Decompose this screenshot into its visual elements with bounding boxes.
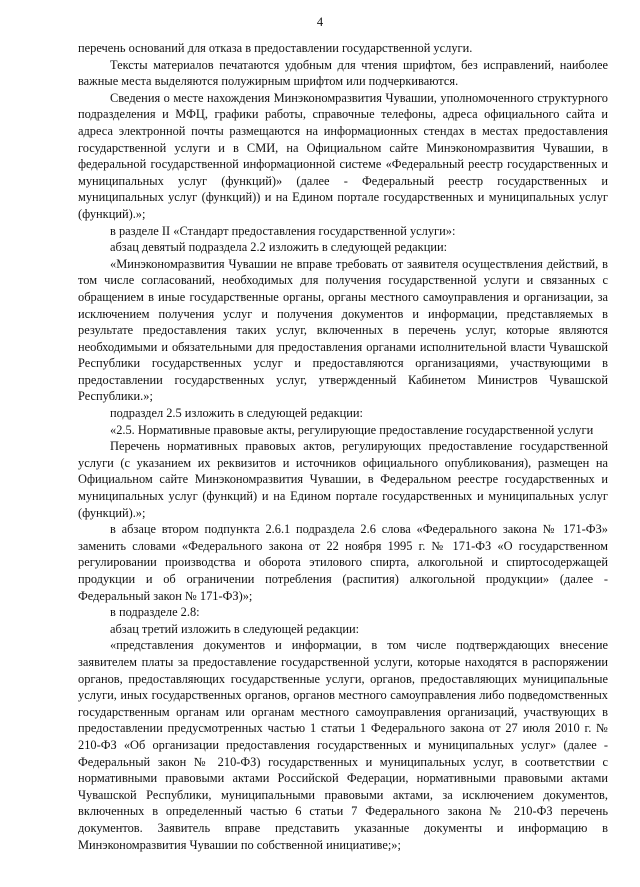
paragraph: Сведения о месте нахождения Минэкономразвития Чувашии, уполномоченного структурного подразделения и МФЦ, графики работы, справочные телефоны, адреса официального сайта и адреса электронной почты размещаются на информационных стендах в местах предоставления государственной услуги и в СМИ, на Официальном сайте Минэкономразвития Чувашии, в федеральной государственной информационной системе «Федеральный реестр государственных и муниципальных услуг (функций)» (далее - Федеральный реестр государственных и муниципальных услуг (функций)) и на Едином портале государственных и муниципальных услуг (функций).»; — [78, 90, 608, 221]
paragraph: абзац девятый подраздела 2.2 изложить в следующей редакции: — [110, 240, 448, 255]
paragraph: «представления документов и информации, в том числе подтверждающих внесение заявителем платы за предоставление государственной услуги, которые находятся в распоряжении органов, предоставляющих государственные услуги, органов, предоставляющих муниципальные услуги, иных государственных органов, органов местного самоуправления либо подведомственных государственным органам или органам местного самоуправления организаций, участвующих в предоставлении предусмотренных частью 1 статьи 1 Федерального закона от 27 июля 2010 г. № 210-ФЗ «Об организации предоставления государственных и муниципальных услуг» (далее - Федеральный закон № 210-ФЗ) государственных и муниципальных услуг, в соответствии с нормативными правовыми актами Российской Федерации, нормативными правовыми актами Чувашской Республики, муниципальными правовыми актами, за исключением документов, включенных в определенный частью 6 статьи 7 Федерального закона № 210-ФЗ перечень документов. Заявитель вправе представить указанные документы и информацию в Минэкономразвития Чувашии по собственной инициативе;»; — [78, 638, 608, 852]
paragraph: перечень оснований для отказа в предоставлении государственной услуги. — [78, 41, 473, 55]
paragraph: Тексты материалов печатаются удобным для чтения шрифтом, без исправлений, наиболее важные места выделяются полужирным шрифтом или подчеркиваются. — [78, 57, 608, 89]
paragraph: подраздел 2.5 изложить в следующей редакции: — [110, 406, 363, 421]
paragraph: в разделе II «Стандарт предоставления государственной услуги»: — [110, 223, 456, 238]
paragraph: «Минэкономразвития Чувашии не вправе требовать от заявителя осуществления действий, в том числе согласований, необходимых для получения государственной услуги и связанных с обращением в иные государственные органы, органы местного самоуправления и организации, за исключением получения услуг и получения документов и информации, представляемых в результате предоставления таких услуг, включенных в перечень услуг, которые являются необходимыми и обязательными для предоставления органами исполнительной власти Чувашской Республики государственных услуг и предоставляются организациями, участвующими в предоставлении государственных услуг, утвержденный Кабинетом Министров Чувашской Республики.»; — [78, 256, 608, 404]
document-body — [78, 40, 608, 853]
paragraph: Перечень нормативных правовых актов, регулирующих предоставление государственной услуги (с указанием их реквизитов и источников официального опубликования), размещен на Официальном сайте Минэкономразвития Чувашии, в Федеральном реестре государственных и муниципальных услуг (функций) и на Едином портале государственных и муниципальных услуг (функций).»; — [78, 439, 608, 520]
paragraph: «2.5. Нормативные правовые акты, регулирующие предоставление государственной услуги — [110, 422, 594, 437]
paragraph: в подразделе 2.8: — [110, 605, 200, 620]
paragraph: абзац третий изложить в следующей редакции: — [110, 621, 360, 636]
page-number: 4 — [316, 15, 324, 29]
paragraph: в абзаце втором подпункта 2.6.1 подраздела 2.6 слова «Федерального закона № 171-ФЗ» заменить словами «Федерального закона от 22 ноября 1995 г. № 171-ФЗ «О государственном регулировании производства и оборота этилового спирта, алкогольной и спиртосодержащей продукции и об ограничении потребления (распития) алкогольной продукции» (далее - Федеральный закон № 171-ФЗ)»; — [78, 522, 608, 603]
